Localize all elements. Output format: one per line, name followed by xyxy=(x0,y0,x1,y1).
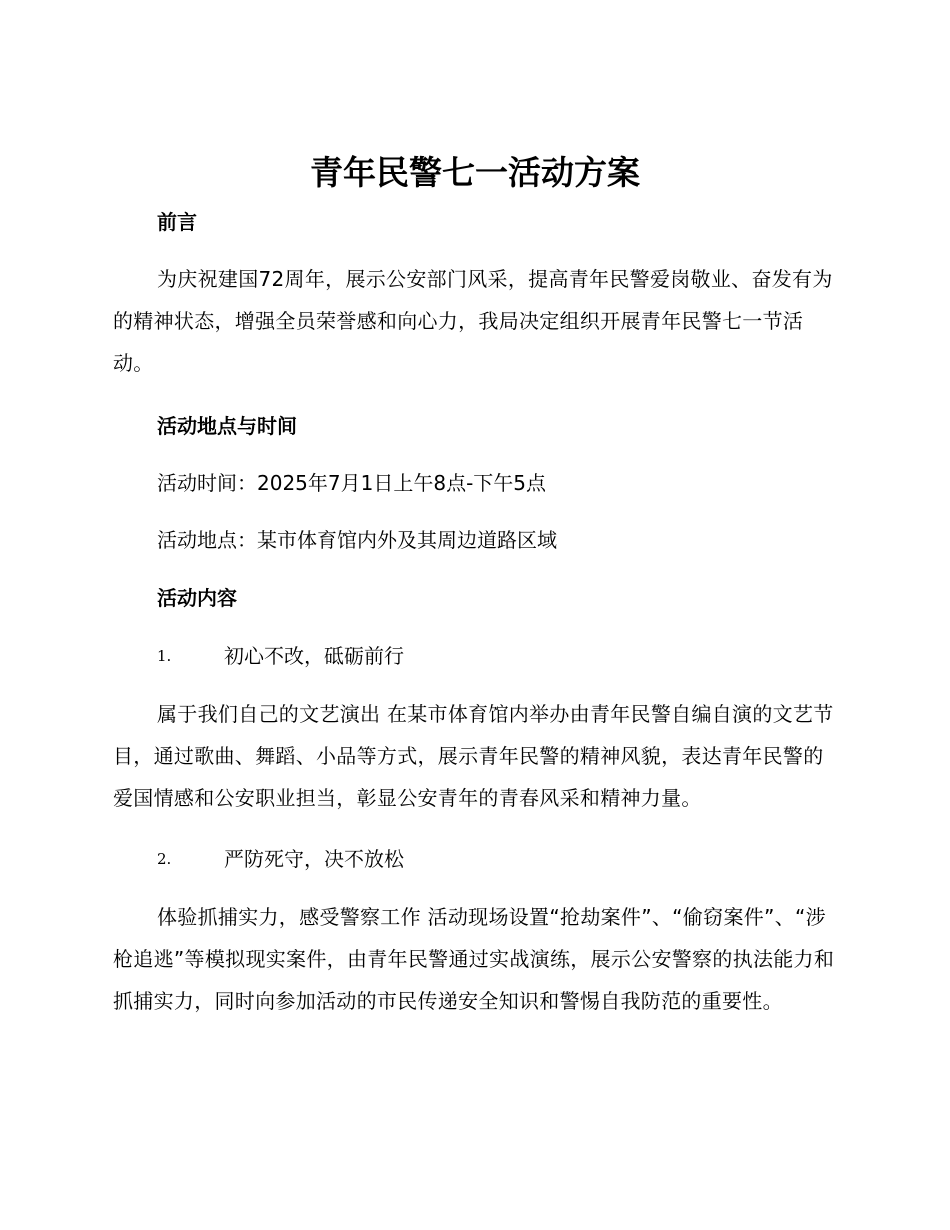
activity-place-line: 活动地点：某市体育馆内外及其周边道路区域 xyxy=(157,528,557,552)
section-heading-content: 活动内容 xyxy=(157,586,237,610)
section-heading-place-time: 活动地点与时间 xyxy=(157,414,297,438)
list-item-number: 1. xyxy=(157,647,172,665)
list-item-paragraph: 属于我们自己的文艺演出 在某市体育馆内举办由青年民警自编自演的文艺节目，通过歌曲、舞蹈、小品等方式，展示青年民警的精神风貌，表达青年民警的爱国情感和公安职业担当，彰显公安青年的青春风采和精神力量。 xyxy=(113,702,834,810)
section-heading-preface: 前言 xyxy=(157,210,197,234)
list-item-number: 2. xyxy=(157,850,172,868)
list-item-paragraph: 体验抓捕实力，感受警察工作 活动现场设置“抢劫案件”、“偷窃案件”、“涉枪追逃”等模拟现实案件，由青年民警通过实战演练，展示公安警察的执法能力和抓捕实力，同时向参加活动的市民传递安全知识和警惕自我防范的重要性。 xyxy=(113,905,835,1013)
preface-paragraph: 为庆祝建国72周年，展示公安部门风采，提高青年民警爱岗敬业、奋发有为的精神状态，增强全员荣誉感和向心力，我局决定组织开展青年民警七一节活动。 xyxy=(113,267,833,375)
activity-time-line: 活动时间：2025年7月1日上午8点-下午5点 xyxy=(157,471,547,495)
list-item-title: 严防死守，决不放松 xyxy=(224,847,404,871)
document-title: 青年民警七一活动方案 xyxy=(310,153,640,192)
list-item-title: 初心不改，砥砺前行 xyxy=(224,644,404,668)
